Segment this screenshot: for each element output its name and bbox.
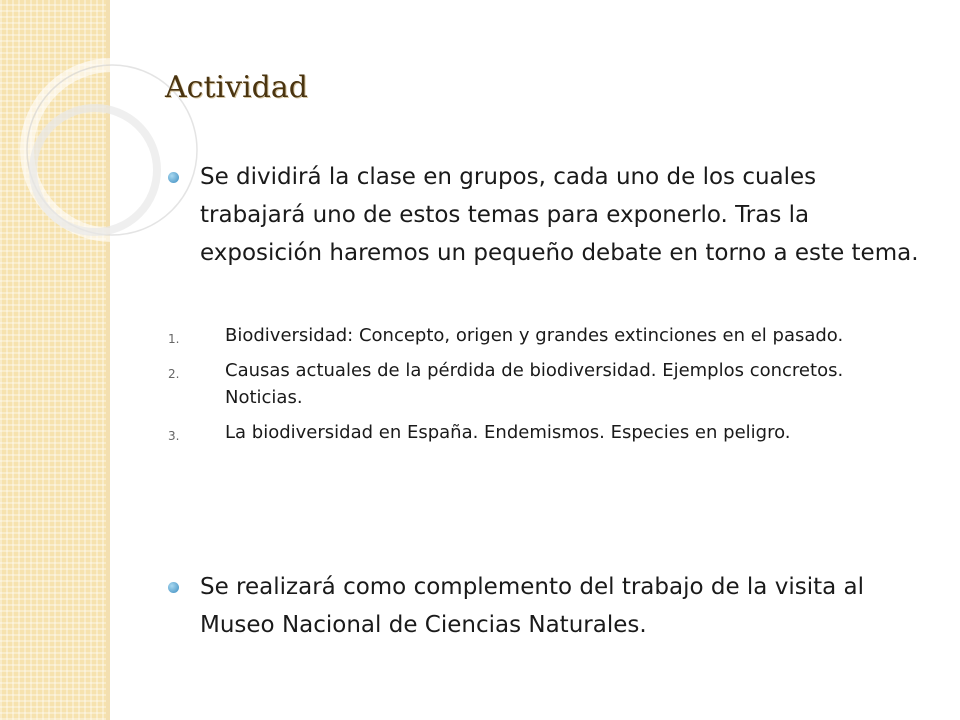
topics-list (168, 322, 908, 454)
bullet-dot-icon (168, 582, 179, 593)
bullet-item (168, 568, 920, 644)
list-item-text: Causas actuales de la pérdida de biodiversidad. Ejemplos concretos. Noticias. (225, 360, 844, 408)
list-item-number: 2. (168, 367, 180, 381)
list-item (168, 419, 908, 446)
list-item-number: 1. (168, 332, 180, 346)
bullet-text: Se realizará como complemento del trabajo de la visita al Museo Nacional de Ciencias Naturales. (200, 574, 864, 638)
list-item (168, 357, 908, 411)
list-item (168, 322, 908, 349)
slide-title: Actividad (165, 70, 308, 105)
bullet-dot-icon (168, 172, 179, 183)
list-item-number: 3. (168, 429, 180, 443)
bullet-text: Se dividirá la clase en grupos, cada uno de los cuales trabajará uno de estos temas para exponerlo. Tras la exposición haremos un pequeño debate en torno a este tema. (200, 164, 919, 266)
list-item-text: La biodiversidad en España. Endemismos. Especies en peligro. (225, 422, 791, 443)
list-item-text: Biodiversidad: Concepto, origen y grandes extinciones en el pasado. (225, 325, 844, 346)
bullet-item (168, 158, 920, 272)
decorative-ring-small (33, 108, 157, 232)
